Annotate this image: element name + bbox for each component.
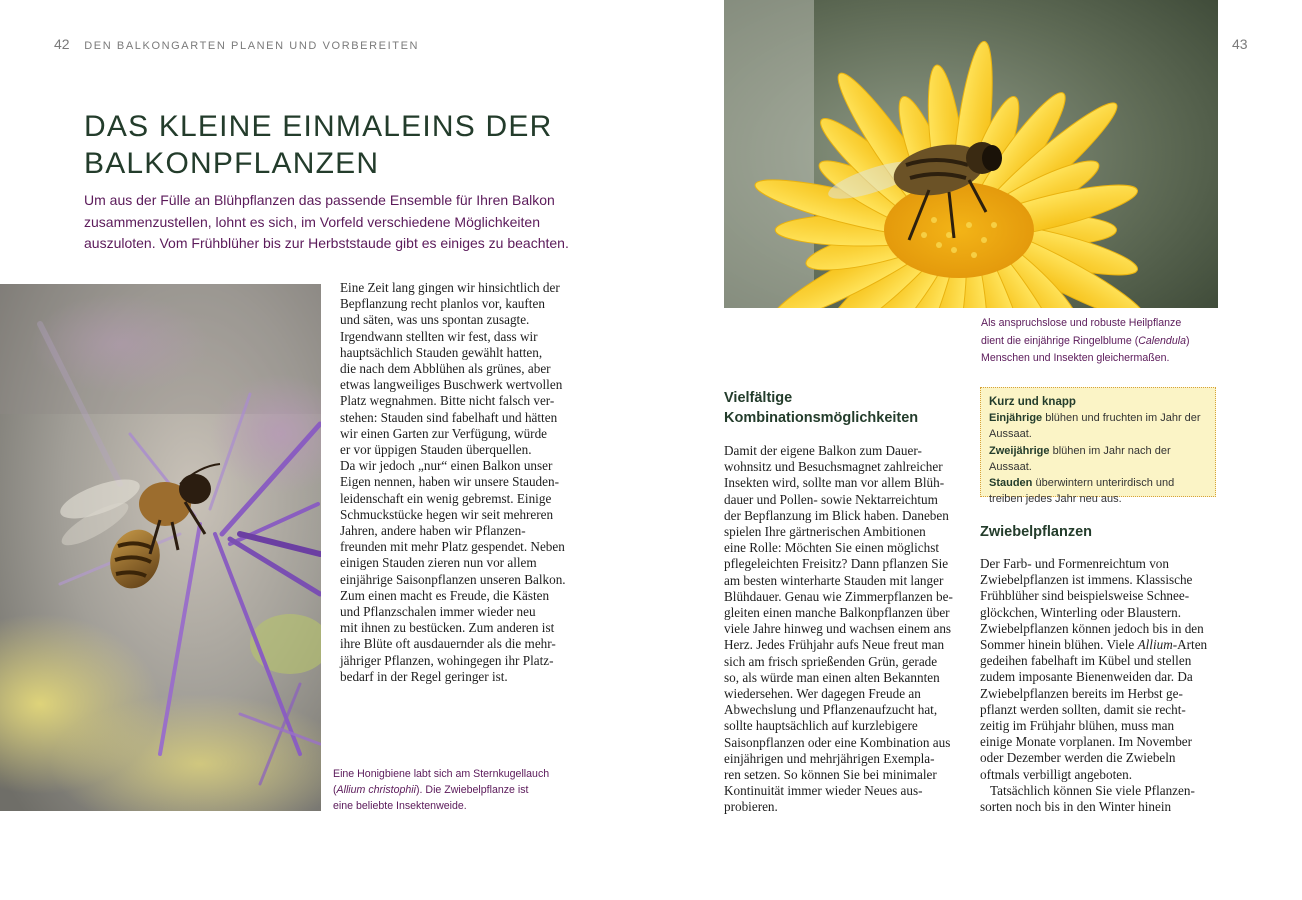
text-line: viele Jahre hinweg und wachsen einem ans — [724, 621, 952, 637]
bee-caption-line-3: eine beliebte Insektenweide. — [333, 800, 467, 812]
honeybee-photo — [0, 284, 321, 811]
text-line: gleiten einen manche Balkonpflanzen über — [724, 605, 950, 621]
text-line: Der Farb- und Formenreichtum von — [980, 556, 1169, 571]
page-number-right: 43 — [1232, 36, 1248, 52]
text-line: Da wir jedoch „nur“ einen Balkon unser — [340, 458, 553, 474]
text-line: Jahren, andere haben wir Pflanzen- — [340, 523, 526, 539]
text-line: oftmals verbilligt angeboten. — [980, 766, 1132, 782]
text-line: einige Monate vorplanen. Im November — [980, 734, 1193, 750]
text-line-part: Sommer hinein blühen. Viele — [980, 637, 1138, 653]
text-line: stehen: Stauden sind fabelhaft und hätten — [340, 409, 558, 425]
text-line: Frühblüher sind beispielsweise Schnee- — [980, 588, 1190, 604]
text-line: Zwiebelpflanzen ist immens. Klassische — [980, 572, 1193, 588]
text-line: wohnsitz und Besuchsmagnet zahlreicher — [724, 459, 943, 475]
text-line: glöckchen, Winterling oder Blaustern. — [980, 604, 1182, 620]
text-line: Saisonpflanzen oder eine Kombination aus — [724, 734, 951, 750]
term-perennial: Stauden — [989, 477, 1033, 490]
text-line: sorten noch bis in den Winter hinein — [980, 799, 1172, 815]
text-line: einigen Stauden zieren nun vor allem — [340, 555, 537, 571]
combinations-heading — [724, 388, 964, 428]
page-number-left: 42 — [54, 36, 70, 52]
text-line: wiedersehen. Wer dagegen Freude an — [724, 686, 921, 702]
text-line: und säten, was uns spontan zusagte. — [340, 312, 530, 328]
quick-facts-item-2 — [989, 443, 1207, 475]
flower-caption-paren: ) — [1185, 334, 1190, 347]
text-line: so, als würde man einen alten Bekannten — [724, 669, 940, 685]
bee-caption-line-1: Eine Honigbiene labt sich am Sternkugellauch — [333, 768, 550, 780]
term-perennial-text-a: überwintern unterirdisch und — [1032, 477, 1175, 490]
text-line: freunden mit mehr Platz gespendet. Neben — [340, 539, 565, 555]
bee-caption-line-2: ). Die Zwiebelpflanze ist — [416, 784, 529, 796]
text-line: zeitig im Frühjahr blühen, muss man — [980, 718, 1175, 734]
hoverfly-photo — [724, 0, 1218, 308]
running-head-right — [1232, 36, 1248, 52]
allium-genus-name: Allium — [1137, 637, 1173, 653]
text-line: Damit der eigene Balkon zum Dauer- — [724, 443, 922, 458]
hoverfly-on-calendula-photo-icon — [724, 0, 1218, 308]
text-line: bedarf in der Regel geringer ist. — [340, 668, 508, 684]
combinations-heading-line-1: Vielfältige — [724, 390, 793, 406]
text-line: dauer und Pollen- sowie Nektarreichtum — [724, 491, 938, 507]
text-line: spielen Ihre gärtnerischen Ambitionen — [724, 524, 926, 540]
term-annual: Einjährige — [989, 412, 1043, 425]
text-line: Eine Zeit lang gingen wir hinsichtlich der — [340, 280, 560, 295]
text-line: ren setzen. So können Sie bei minimaler — [724, 767, 937, 783]
term-perennial-text-b: treiben jedes Jahr neu aus. — [989, 493, 1122, 506]
calendula-name: Calendula — [1138, 334, 1186, 347]
text-line: ihre Blüte oft ausdauernder als die mehr- — [340, 636, 556, 652]
text-line: mit ihnen zu bestücken. Zum anderen ist — [340, 620, 555, 636]
quick-facts-item-1 — [989, 410, 1207, 442]
text-line: pflanzt werden sollten, damit sie recht- — [980, 701, 1186, 717]
quick-facts-item-3 — [989, 475, 1207, 507]
lead-paragraph: Um aus der Fülle an Blühpflanzen das passende Ensemble für Ihren Balkon zusammenzustellen, lohnt es sich, im Vorfeld verschiedene Möglichkeiten auszuloten. Vom Frühblüher bis zur Herbststaude gibt es einiges zu beachten. — [84, 192, 569, 251]
text-line: Platz wegnahmen. Bitte nicht falsch ver- — [340, 393, 555, 409]
flower-caption — [981, 315, 1221, 368]
text-column-combinations — [724, 443, 969, 816]
allium-species-name: Allium christophii — [336, 784, 417, 796]
text-line: Zwiebelpflanzen bereits im Herbst ge- — [980, 685, 1183, 701]
text-line: Eigen nennen, haben wir unsere Stauden- — [340, 474, 559, 490]
text-line — [980, 637, 1225, 653]
text-line: sich am frisch sprießenden Grün, gerade — [724, 653, 938, 669]
text-line: Bepflanzung recht planlos vor, kauften — [340, 296, 545, 312]
text-line: Kontinuität immer wieder Neues aus- — [724, 783, 923, 799]
text-line: Abwechslung und Pflanzenaufzucht hat, — [724, 702, 938, 718]
text-line: einjährige Saisonpflanzen unseren Balkon. — [340, 571, 566, 587]
text-line: oder Dezember werden die Zwiebeln — [980, 750, 1176, 766]
flower-caption-line-3: Menschen und Insekten gleichermaßen. — [981, 352, 1170, 365]
text-line: am besten winterharte Stauden mit langer — [724, 572, 944, 588]
text-line: Insekten wird, sollte man vor allem Blüh- — [724, 475, 945, 491]
text-line: probieren. — [724, 799, 778, 815]
text-line: Zwiebelpflanzen können jedoch bis in den — [980, 620, 1204, 636]
text-line: eine Rolle: Möchten Sie einen möglichst — [724, 540, 939, 556]
text-line: Zum einen macht es Freude, die Kästen — [340, 587, 550, 603]
running-head-left — [54, 36, 419, 52]
text-line: wir einen Garten zur Verfügung, würde — [340, 425, 548, 441]
title-line-2: BALKONPFLANZEN — [84, 147, 380, 180]
text-line: zudem imposante Bienenweiden dar. Da — [980, 669, 1193, 685]
text-line: leidenschaft ein wenig gebremst. Einige — [340, 490, 552, 506]
bulbs-heading: Zwiebelpflanzen — [980, 524, 1092, 540]
text-line: gedeihen fabelhaft im Kübel und stellen — [980, 653, 1192, 669]
term-annual-text-b: Aussaat. — [989, 428, 1032, 441]
text-line: hauptsächlich Stauden gewählt hatten, — [340, 344, 543, 360]
text-line: Tatsächlich können Sie viele Pflanzen- — [990, 782, 1195, 798]
flower-caption-line-1: Als anspruchslose und robuste Heilpflanze — [981, 317, 1182, 329]
text-line: sollte hauptsächlich auf kurzlebigere — [724, 718, 918, 734]
term-biennial: Zweijährige — [989, 444, 1050, 457]
text-line: einjährigen und mehrjährigen Exempla- — [724, 750, 935, 766]
text-line: die nach dem Abblühen als grünes, aber — [340, 361, 551, 377]
bee-caption — [333, 766, 573, 814]
text-line: Herz. Jedes Frühjahr aufs Neue freut man — [724, 637, 945, 653]
quick-facts-box — [980, 387, 1216, 506]
text-line: Schmuckstücke hegen wir seit mehreren — [340, 506, 554, 522]
term-annual-text-a: blühen und fruchten im Jahr der — [1042, 412, 1201, 425]
quick-facts-title: Kurz und knapp — [989, 396, 1076, 408]
text-line: er vor üppigen Stauden überquellen. — [340, 442, 532, 458]
text-line: und Pflanzschalen immer wieder neu — [340, 604, 536, 620]
title-line-1: DAS KLEINE EINMALEINS DER — [84, 110, 553, 143]
text-line: der Bepflanzung im Blick haben. Daneben — [724, 507, 949, 523]
allium-suffix: -Arten — [1172, 637, 1208, 653]
combinations-heading-line-2: Kombinationsmöglichkeiten — [724, 410, 919, 426]
bee-caption-paren: ( — [333, 784, 337, 796]
text-line: Blühdauer. Genau wie Zimmerpflanzen be- — [724, 588, 953, 604]
text-line: jähriger Pflanzen, wohingegen ihr Platz- — [340, 652, 554, 668]
flower-caption-line-2: dient die einjährige Ringelblume ( — [981, 334, 1139, 347]
text-line: Irgendwann stellten wir fest, dass wir — [340, 328, 538, 344]
term-biennial-text: blühen im Jahr nach der Aussaat. — [989, 444, 1171, 473]
honeybee-on-allium-photo-icon — [0, 284, 321, 811]
text-line: pflegeleichten Freisitz? Dann pflanzen Sie — [724, 556, 949, 572]
page-title — [84, 108, 644, 182]
running-title: DEN BALKONGARTEN PLANEN UND VORBEREITEN — [84, 40, 420, 52]
text-line: etwas langweiliges Buschwerk wertvollen — [340, 377, 563, 393]
text-column-bulbs — [980, 556, 1225, 815]
text-column-left — [340, 280, 580, 685]
